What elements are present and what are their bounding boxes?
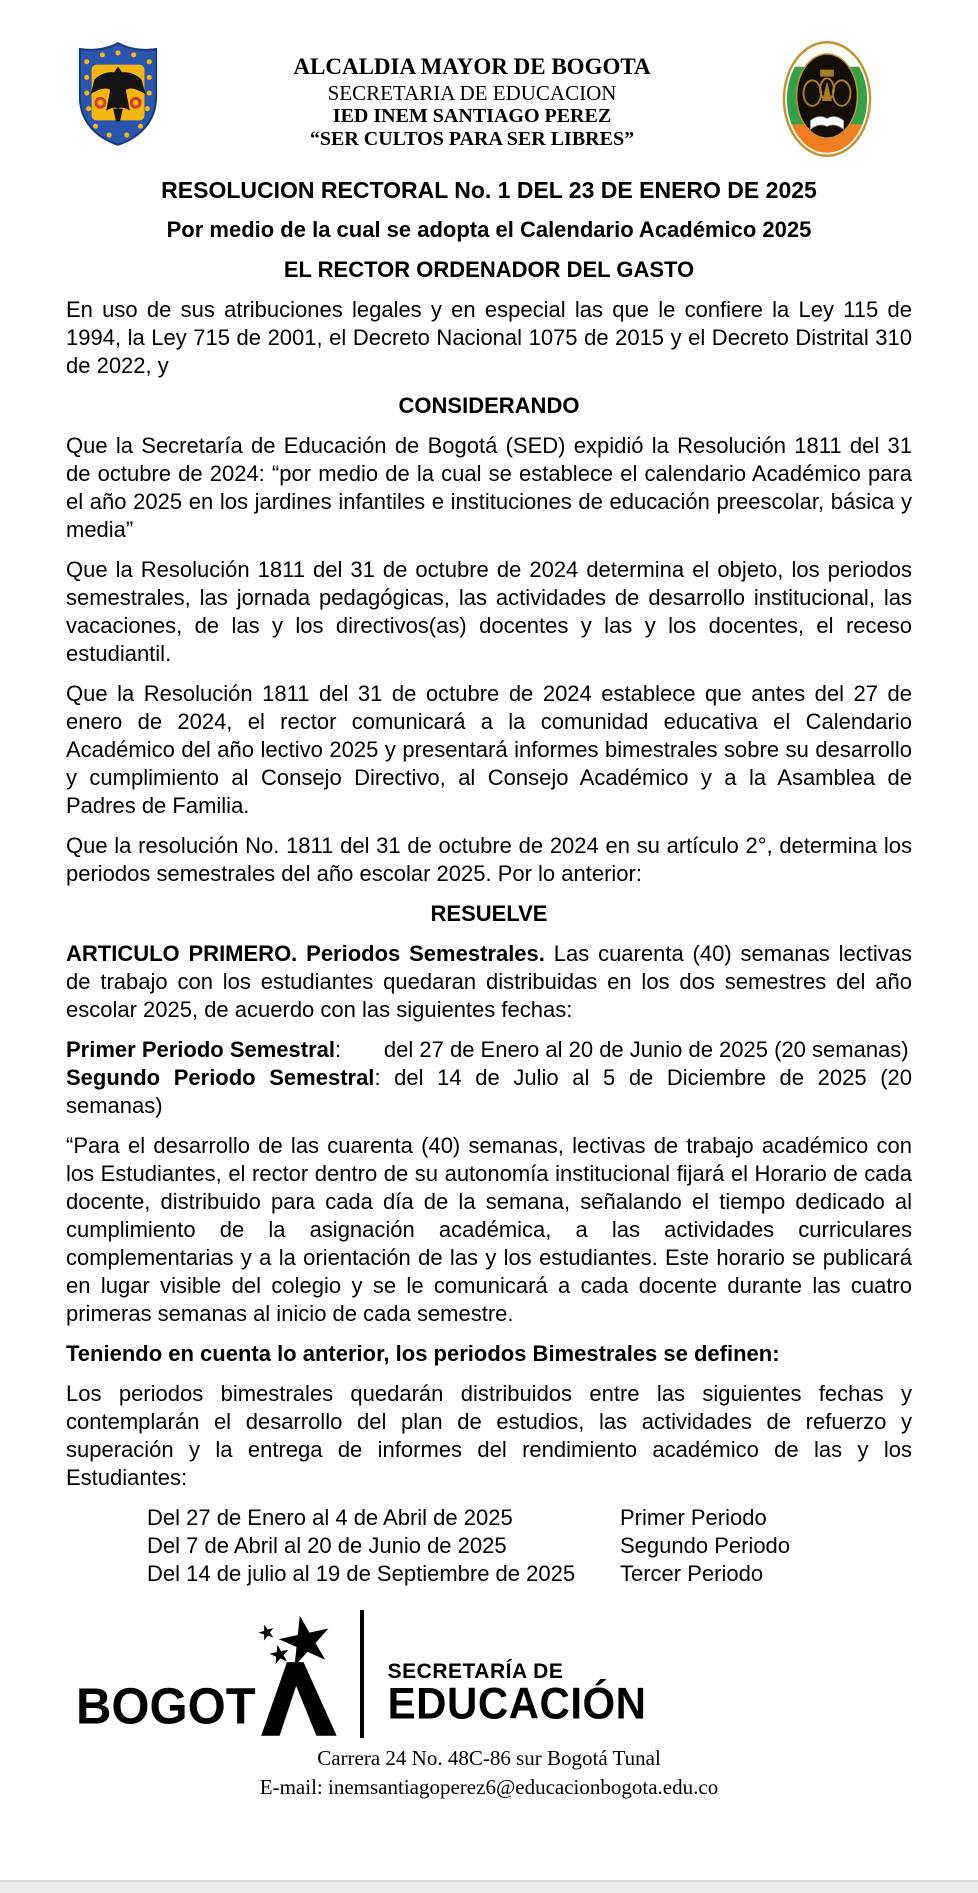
bogota-coat-of-arms-icon <box>74 40 162 148</box>
periodo-fecha: Del 27 de Enero al 4 de Abril de 2025 <box>147 1505 513 1530</box>
bogota-brand-logo <box>76 1608 912 1738</box>
school-seal-icon <box>782 40 872 158</box>
table-row <box>66 1504 912 1532</box>
sed-line2: EDUCACIÓN <box>387 1678 647 1729</box>
considerando-paragraph-1: Que la Secretaría de Educación de Bogotá (SED) expidió la Resolución 1811 del 31 de octubre de 2024: “por medio de la cual se establece el calendario Académico para el año 2025 en los jardines infantiles e instituciones de educación preescolar, básica y media” <box>66 433 912 542</box>
considerando-heading: CONSIDERANDO <box>398 393 580 418</box>
periodo-nombre: Tercer Periodo <box>620 1561 764 1586</box>
articulo-primero-text: Las cuarenta (40) semanas lectivas de trabajo con los estudiantes quedaran distribuidas en los dos semestres del año escolar 2025, de acuerdo con las siguientes fechas: <box>66 941 912 1022</box>
letterhead <box>162 40 782 151</box>
horario-quote-paragraph: “Para el desarrollo de las cuarenta (40) semanas, lectivas de trabajo académico con los Estudiantes, el rector dentro de su autonomía institucional fijará el Horario de cada docente, distribuido para cada día de la semana, señalando el tiempo dedicado al cumplimiento de la asignación académica, a las actividades curriculares complementarias y a la orientación de las y los estudiantes. Este horario se publicará en lugar visible del colegio y se le comunicará a cada docente durante las cuatro primeras semanas al inicio de cada semestre. <box>66 1133 912 1326</box>
authority-line: EL RECTOR ORDENADOR DEL GASTO <box>283 257 695 282</box>
articulo-primero-paragraph <box>66 940 912 1024</box>
segundo-periodo-dates: : del 14 de Julio al 5 de Diciembre de 2025 (20 semanas) <box>66 1065 913 1118</box>
bimestral-periods-table <box>66 1504 912 1588</box>
footer-email: E-mail: inemsantiagoperez6@educacionbogota.edu.co <box>259 1775 719 1799</box>
considerando-paragraph-2: Que la Resolución 1811 del 31 de octubre de 2024 determina el objeto, los periodos semestrales, las jornada pedagógicas, las actividades de desarrollo institucional, las vacaciones, de las y los directivos(as) docentes y las y los docentes, el receso estudiantil. <box>66 557 912 666</box>
sed-line1: SECRETARÍA DE <box>387 1660 564 1683</box>
segundo-periodo-semestral <box>66 1064 912 1120</box>
viewer-bottom-bar <box>0 1880 978 1893</box>
letterhead-secretaria: SECRETARIA DE EDUCACION <box>327 80 617 105</box>
table-row <box>66 1560 912 1588</box>
letterhead-entity: ALCALDIA MAYOR DE BOGOTA <box>293 54 651 79</box>
segundo-periodo-label: Segundo Periodo Semestral <box>66 1065 375 1090</box>
periodo-fecha: Del 7 de Abril al 20 de Junio de 2025 <box>147 1533 507 1558</box>
document-footer <box>66 1608 912 1802</box>
letterhead-motto: “SER CULTOS PARA SER LIBRES” <box>309 128 635 151</box>
resolution-title: RESOLUCION RECTORAL No. 1 DEL 23 DE ENERO DE 2025 <box>161 177 817 203</box>
secretaria-educacion-logo <box>388 1660 647 1738</box>
considerando-paragraph-3: Que la Resolución 1811 del 31 de octubre de 2024 establece que antes del 27 de enero de 2024, el rector comunicará a la comunidad educativa el Calendario Académico del año lectivo 2025 y presentará informes bimestrales sobre su desarrollo y cumplimiento al Consejo Directivo, al Consejo Académico y a la Asamblea de Padres de Familia. <box>66 681 912 818</box>
letterhead-school: IED INEM SANTIAGO PEREZ <box>332 105 612 128</box>
bimestrales-heading: Teniendo en cuenta lo anterior, los periodos Bimestrales se definen: <box>66 1341 780 1366</box>
bogota-wordmark: BOGOT <box>76 1678 256 1735</box>
periodo-nombre: Segundo Periodo <box>620 1533 791 1558</box>
considerando-paragraph-4: Que la resolución No. 1811 del 31 de octubre de 2024 en su artículo 2°, determina los periodos semestrales del año escolar 2025. Por lo anterior: <box>66 833 912 886</box>
brand-divider <box>360 1610 364 1738</box>
footer-address: Carrera 24 No. 48C-86 sur Bogotá Tunal <box>317 1746 661 1770</box>
resuelve-heading: RESUELVE <box>430 901 548 926</box>
primer-periodo-semestral <box>66 1036 912 1064</box>
intro-paragraph: En uso de sus atribuciones legales y en especial las que le confiere la Ley 115 de 1994, la Ley 715 de 2001, el Decreto Nacional 1075 de 2015 y el Decreto Distrital 310 de 2022, y <box>66 297 912 378</box>
articulo-primero-label: ARTICULO PRIMERO. Periodos Semestrales. <box>66 941 545 966</box>
bogota-star-lambda-icon <box>252 1612 344 1738</box>
periodo-fecha: Del 14 de julio al 19 de Septiembre de 2025 <box>147 1561 576 1586</box>
primer-periodo-label: Primer Periodo Semestral <box>66 1037 336 1062</box>
table-row <box>66 1532 912 1560</box>
footer-address-block <box>66 1744 912 1802</box>
document-header <box>66 0 912 160</box>
periodo-nombre: Primer Periodo <box>620 1505 767 1530</box>
primer-periodo-dates: : del 27 de Enero al 20 de Junio de 2025 (20 semanas) <box>335 1037 909 1062</box>
bimestrales-paragraph: Los periodos bimestrales quedarán distribuidos entre las siguientes fechas y contemplarán el desarrollo del plan de estudios, las actividades de refuerzo y superación y la entrega de informes del rendimiento académico de las y los Estudiantes: <box>66 1381 912 1490</box>
resolution-subtitle: Por medio de la cual se adopta el Calendario Académico 2025 <box>166 217 812 242</box>
